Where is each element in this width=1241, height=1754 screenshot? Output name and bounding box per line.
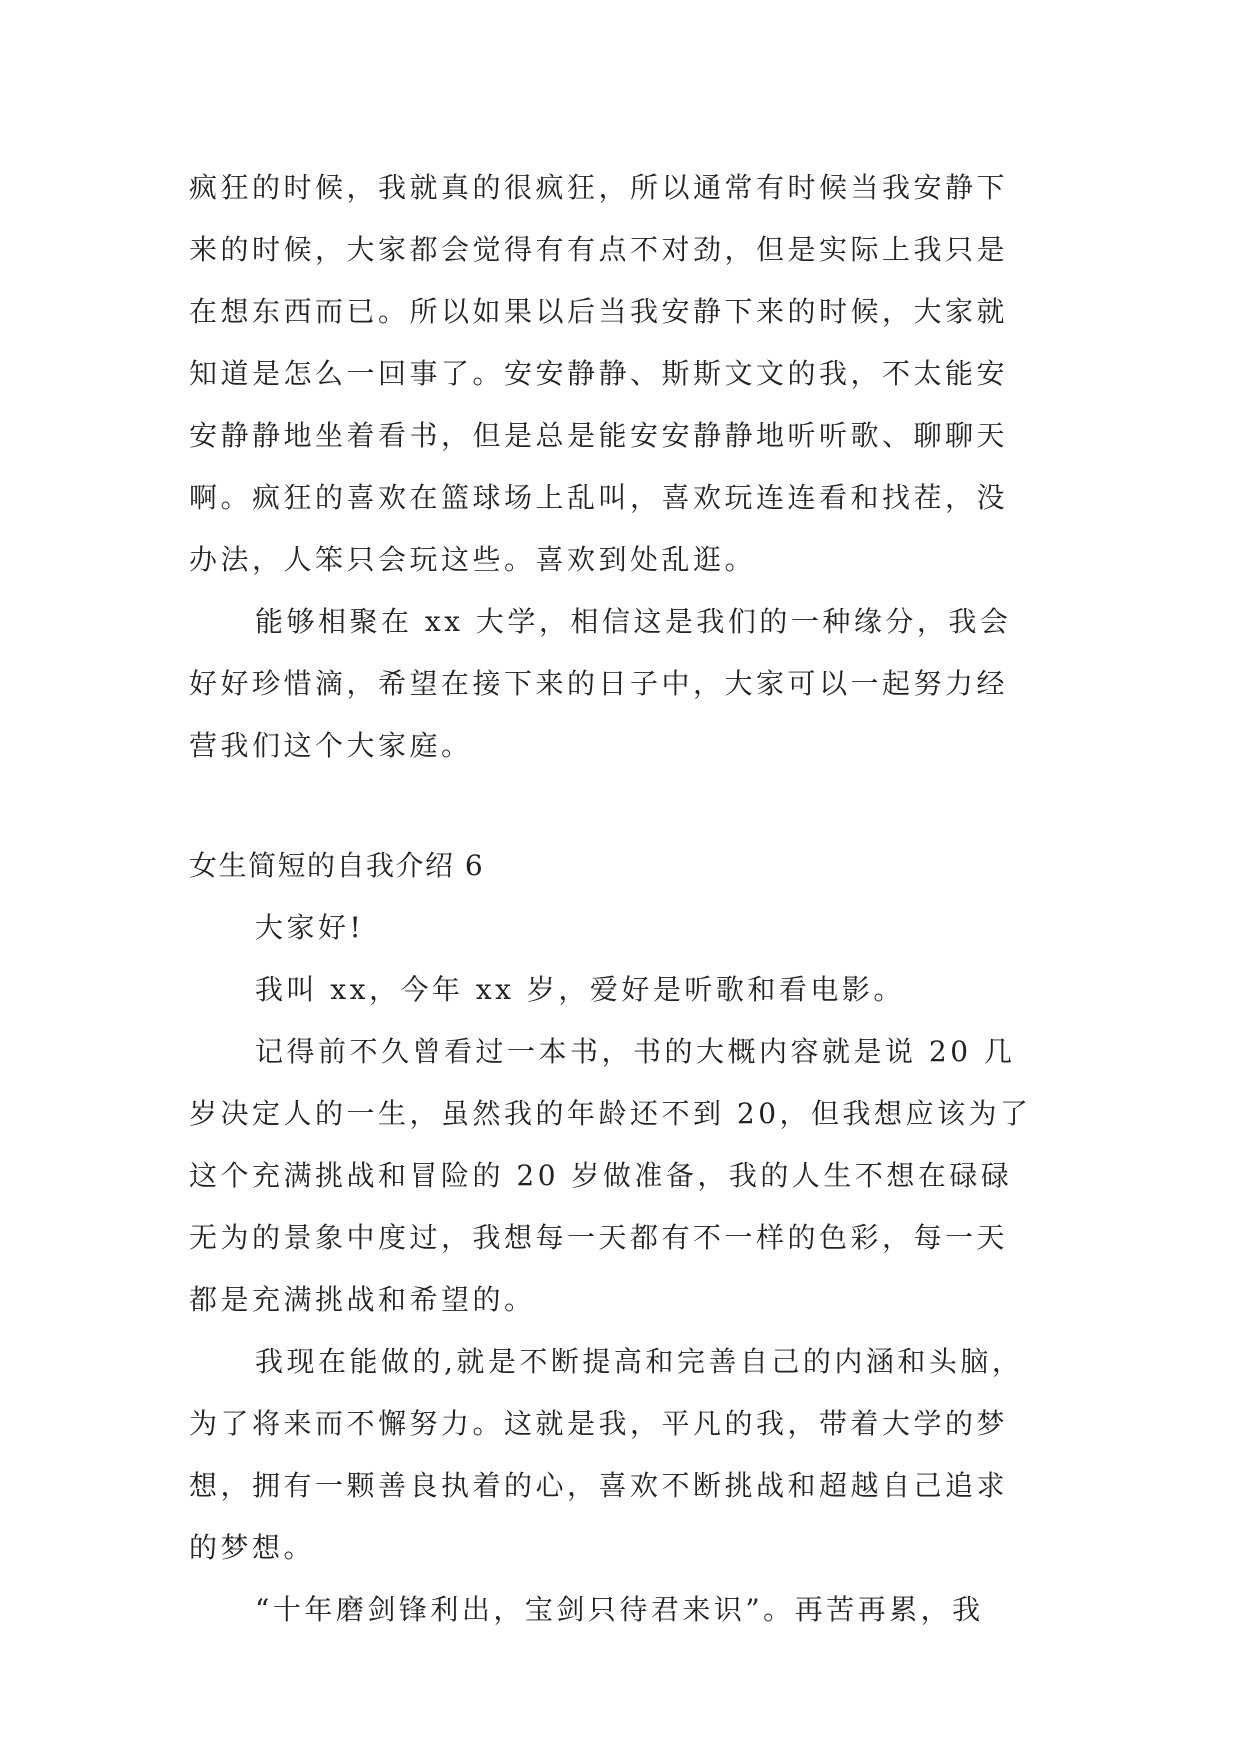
text-line: 能够相聚在 xx 大学，相信这是我们的一种缘分，我会 [255, 605, 1012, 638]
paragraph-closing [189, 591, 1054, 777]
document-page [189, 157, 1054, 1641]
text-line: 好好珍惜滴，希望在接下来的日子中，大家可以一起努力经 [189, 667, 1009, 700]
text-line: 岁决定人的一生，虽然我的年龄还不到 20，但我想应该为了 [189, 1097, 1032, 1130]
paragraph-continued [189, 157, 1054, 591]
section-heading: 女生简短的自我介绍 6 [189, 849, 485, 882]
text-line: 记得前不久曾看过一本书，书的大概内容就是说 20 几 [255, 1035, 1016, 1068]
text-line: 来的时候，大家都会觉得有有点不对劲，但是实际上我只是 [189, 233, 1009, 266]
text-line: 在想东西而已。所以如果以后当我安静下来的时候，大家就 [189, 295, 1009, 328]
text-line: 我现在能做的,就是不断提高和完善自己的内涵和头脑， [255, 1345, 1024, 1378]
text-line: 啊。疯狂的喜欢在篮球场上乱叫，喜欢玩连连看和找茬，没 [189, 481, 1009, 514]
text-line: 想，拥有一颗善良执着的心，喜欢不断挑战和超越自己追求 [189, 1469, 1009, 1502]
paragraph-quote [189, 1579, 1054, 1641]
greeting: 大家好! [255, 911, 365, 944]
text-line: 无为的景象中度过，我想每一天都有不一样的色彩，每一天 [189, 1221, 1009, 1254]
paragraph-book [189, 1021, 1054, 1331]
text-line: “十年磨剑锋利出，宝剑只待君来识”。再苦再累，我 [255, 1593, 984, 1626]
text-line: 办法，人笨只会玩这些。喜欢到处乱逛。 [189, 543, 757, 576]
text-line: 安静静地坐着看书，但是总是能安安静静地听听歌、聊聊天 [189, 419, 1009, 452]
paragraph-dream [189, 1331, 1054, 1579]
text-line: 疯狂的时候，我就真的很疯狂，所以通常有时候当我安静下 [189, 171, 1009, 204]
text-line: 营我们这个大家庭。 [189, 729, 473, 762]
section-spacer [189, 777, 1054, 835]
text-line: 都是充满挑战和希望的。 [189, 1283, 536, 1316]
intro-line: 我叫 xx，今年 xx 岁，爱好是听歌和看电影。 [255, 973, 905, 1006]
text-line: 知道是怎么一回事了。安安静静、斯斯文文的我，不太能安 [189, 357, 1009, 390]
text-line: 的梦想。 [189, 1531, 316, 1564]
text-line: 为了将来而不懈努力。这就是我，平凡的我，带着大学的梦 [189, 1407, 1009, 1440]
text-line: 这个充满挑战和冒险的 20 岁做准备，我的人生不想在碌碌 [189, 1159, 1013, 1192]
